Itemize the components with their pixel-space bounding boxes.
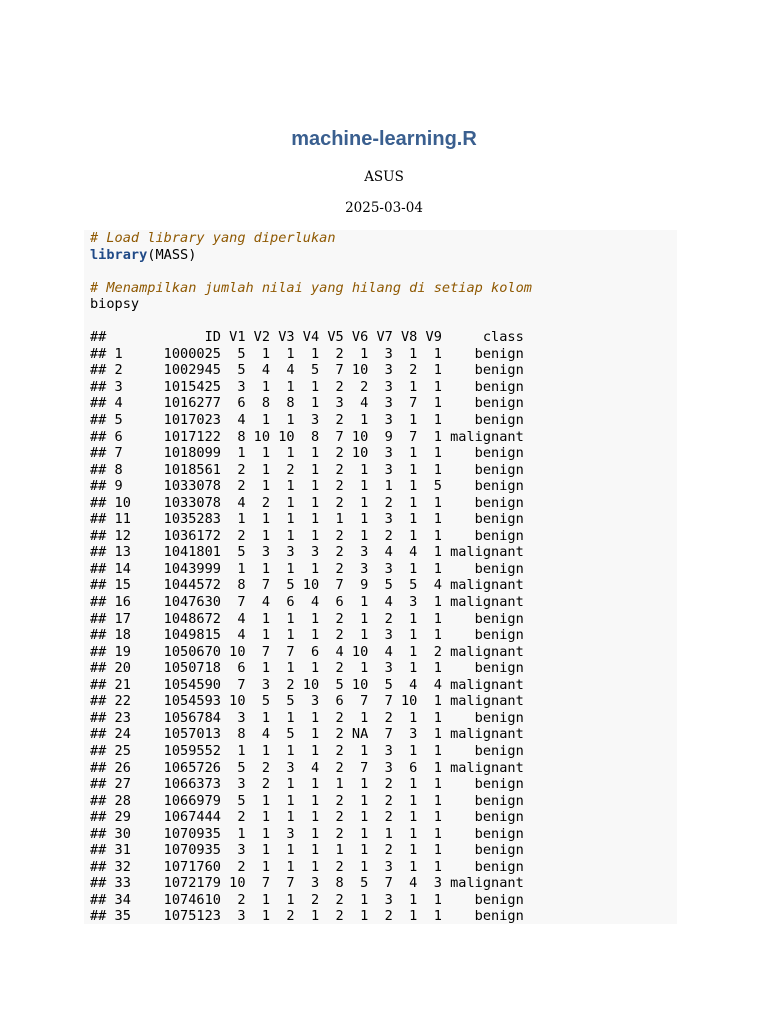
output-row: ## 18 1049815 4 1 1 1 2 1 3 1 1 benign bbox=[90, 627, 524, 644]
output-row: ## 3 1015425 3 1 1 1 2 2 3 1 1 benign bbox=[90, 378, 524, 395]
output-header: ## ID V1 V2 V3 V4 V5 V6 V7 V8 V9 class bbox=[90, 329, 524, 346]
output-row: ## 22 1054593 10 5 5 3 6 7 7 10 1 malignant bbox=[90, 693, 524, 710]
output-row: ## 10 1033078 4 2 1 1 2 1 2 1 1 benign bbox=[90, 494, 524, 511]
output-row: ## 21 1054590 7 3 2 10 5 10 5 4 4 malignant bbox=[90, 676, 524, 693]
output-row: ## 13 1041801 5 3 3 3 2 3 4 4 1 malignant bbox=[90, 544, 524, 561]
code-argument: (MASS) bbox=[147, 246, 197, 263]
output-row: ## 5 1017023 4 1 1 3 2 1 3 1 1 benign bbox=[90, 412, 524, 429]
output-row: ## 28 1066979 5 1 1 1 2 1 2 1 1 benign bbox=[90, 792, 524, 809]
output-row: ## 16 1047630 7 4 6 4 6 1 4 3 1 malignant bbox=[90, 594, 524, 611]
output-row: ## 9 1033078 2 1 1 1 2 1 1 1 5 benign bbox=[90, 478, 524, 495]
output-row: ## 8 1018561 2 1 2 1 2 1 3 1 1 benign bbox=[90, 461, 524, 478]
output-row: ## 17 1048672 4 1 1 1 2 1 2 1 1 benign bbox=[90, 610, 524, 627]
output-row: ## 11 1035283 1 1 1 1 1 1 3 1 1 benign bbox=[90, 511, 524, 528]
document-author: ASUS bbox=[364, 169, 404, 185]
code-keyword: library bbox=[90, 246, 148, 263]
output-row: ## 34 1074610 2 1 1 2 2 1 3 1 1 benign bbox=[90, 891, 524, 908]
document-date: 2025-03-04 bbox=[345, 200, 423, 216]
output-row: ## 29 1067444 2 1 1 1 2 1 2 1 1 benign bbox=[90, 809, 524, 826]
code-text bbox=[84, 230, 677, 924]
output-row: ## 6 1017122 8 10 10 8 7 10 9 7 1 malignant bbox=[90, 428, 524, 445]
output-row: ## 32 1071760 2 1 1 1 2 1 3 1 1 benign bbox=[90, 858, 524, 875]
output-row: ## 12 1036172 2 1 1 1 2 1 2 1 1 benign bbox=[90, 527, 524, 544]
output-row: ## 24 1057013 8 4 5 1 2 NA 7 3 1 malignant bbox=[90, 726, 524, 743]
output-row: ## 4 1016277 6 8 8 1 3 4 3 7 1 benign bbox=[90, 395, 524, 412]
output-row: ## 2 1002945 5 4 4 5 7 10 3 2 1 benign bbox=[90, 362, 524, 379]
output-row: ## 1 1000025 5 1 1 1 2 1 3 1 1 benign bbox=[90, 345, 524, 362]
output-row: ## 35 1075123 3 1 2 1 2 1 2 1 1 benign bbox=[90, 908, 524, 924]
output-row: ## 25 1059552 1 1 1 1 2 1 3 1 1 benign bbox=[90, 742, 524, 759]
output-row: ## 7 1018099 1 1 1 1 2 10 3 1 1 benign bbox=[90, 445, 524, 462]
output-row: ## 14 1043999 1 1 1 1 2 3 3 1 1 benign bbox=[90, 560, 524, 577]
output-row: ## 26 1065726 5 2 3 4 2 7 3 6 1 malignant bbox=[90, 759, 524, 776]
code-line: biopsy bbox=[90, 296, 140, 313]
code-block bbox=[84, 230, 677, 924]
output-row: ## 23 1056784 3 1 1 1 2 1 2 1 1 benign bbox=[90, 709, 524, 726]
output-row: ## 15 1044572 8 7 5 10 7 9 5 5 4 malignant bbox=[90, 577, 524, 594]
output-rows bbox=[90, 346, 677, 924]
output-row: ## 33 1072179 10 7 7 3 8 5 7 4 3 malignant bbox=[90, 875, 524, 892]
code-comment: # Menampilkan jumlah nilai yang hilang di setiap kolom bbox=[90, 279, 532, 296]
document-title: machine-learning.R bbox=[291, 128, 477, 150]
output-row: ## 27 1066373 3 2 1 1 1 1 2 1 1 benign bbox=[90, 776, 524, 793]
output-row: ## 31 1070935 3 1 1 1 1 1 2 1 1 benign bbox=[90, 842, 524, 859]
output-row: ## 19 1050670 10 7 7 6 4 10 4 1 2 malignant bbox=[90, 643, 524, 660]
output-row: ## 30 1070935 1 1 3 1 2 1 1 1 1 benign bbox=[90, 825, 524, 842]
code-comment: # Load library yang diperlukan bbox=[90, 230, 336, 246]
code-line bbox=[90, 247, 677, 264]
output-row: ## 20 1050718 6 1 1 1 2 1 3 1 1 benign bbox=[90, 660, 524, 677]
